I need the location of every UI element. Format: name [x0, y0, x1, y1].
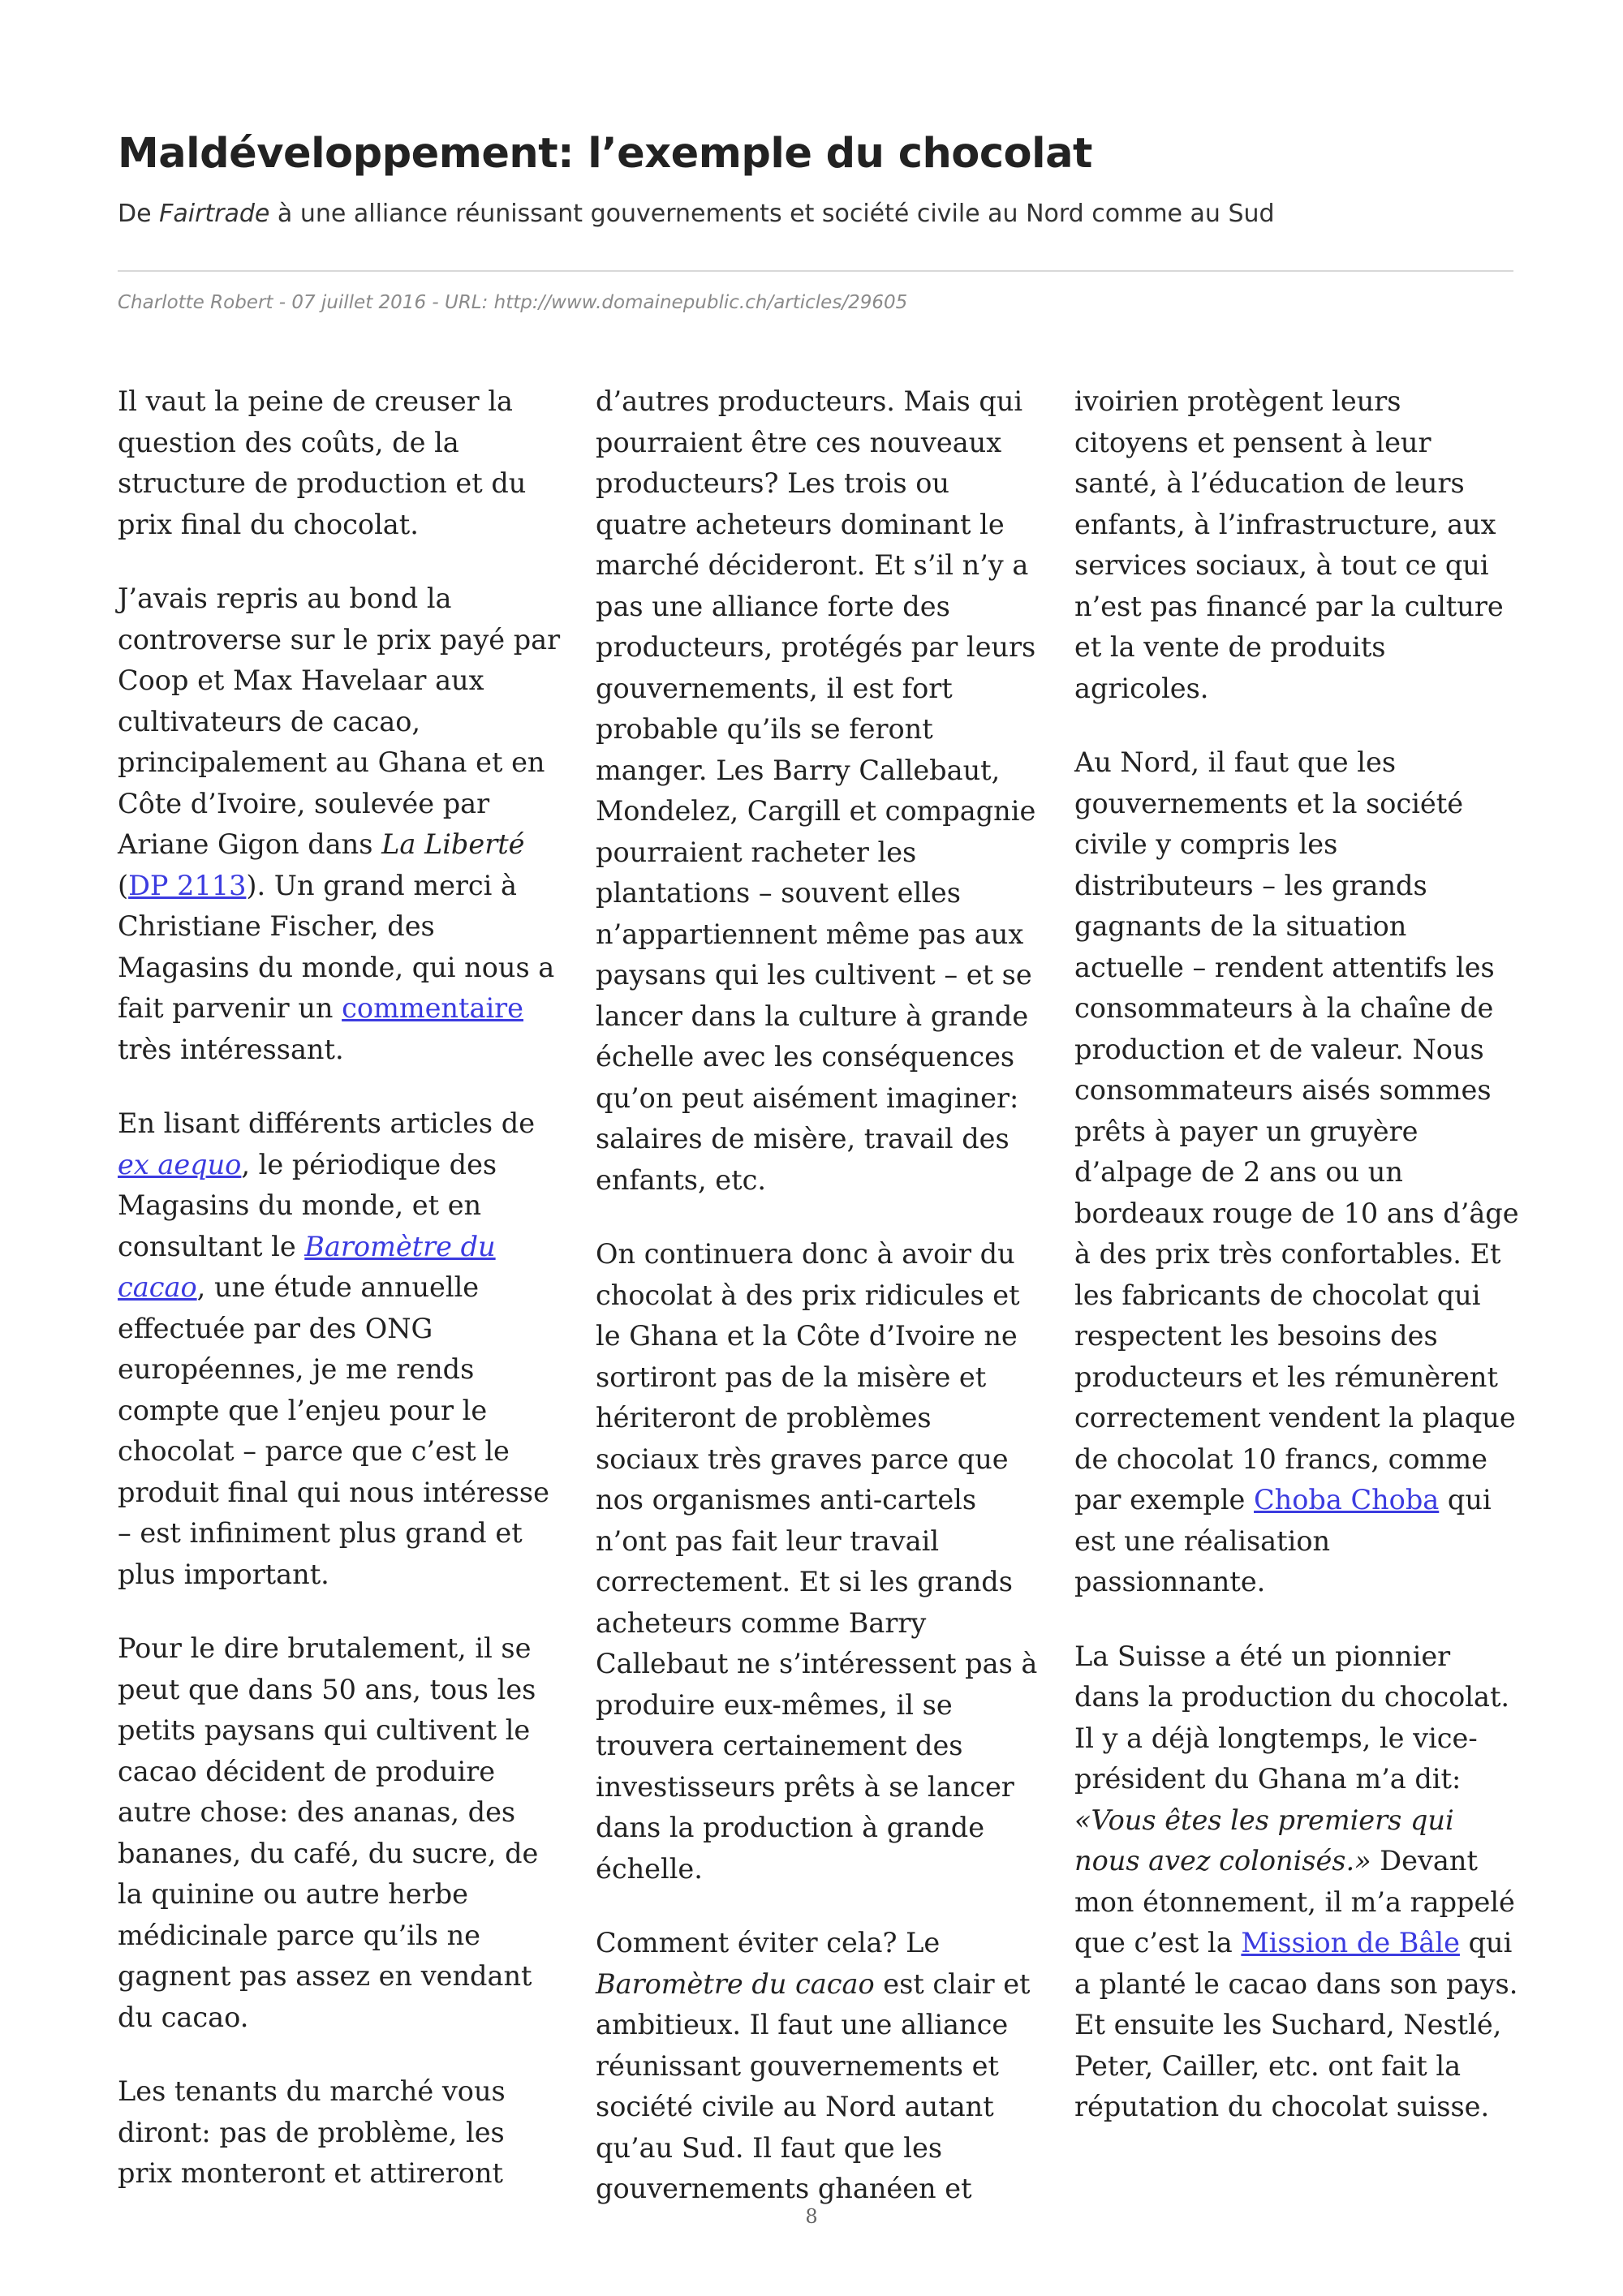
column-1 — [118, 381, 564, 2228]
text: Au Nord, il faut que les gouvernements et la société civile y compris les distributeurs – les grands gagnants de la situation actuelle – rendent attentifs les consommateurs à la chaîne de production et de valeur. Nous consommateurs aisés sommes prêts à payer un gruyère d’alpage de 2 ans ou un bordeaux rouge de 10 ans d’âge à des prix très confortables. Et les fabricants de chocolat qui respectent les besoins des producteurs et les rémunèrent correctement vendent la plaque de chocolat 10 francs, comme par exemple — [1074, 746, 1519, 1516]
text: , le périodique des Magasins du monde, et en consultant le — [118, 1148, 497, 1262]
link-text: Baromètre du cacao — [118, 1230, 496, 1303]
text: est clair et ambitieux. Il faut une alliance réunissant gouvernements et société civile au Nord autant qu’au Sud. Il faut que les gouvernements ghanéen et — [596, 1967, 1031, 2204]
subtitle-prefix: De — [118, 200, 160, 228]
text: ). Un grand merci à Christiane Fischer, des Magasins du monde, qui nous a fait parvenir un — [118, 869, 555, 1024]
column-3 — [1074, 381, 1521, 2161]
link-dp-2113[interactable]: DP 2113 — [128, 869, 247, 901]
paragraph: Les tenants du marché vous diront: pas de problème, les prix monteront et attireront — [118, 2075, 506, 2189]
text: , une étude annuelle effectuée par des ONG européennes, je me rends compte que l’enjeu pour le chocolat – parce que c’est le produit final qui nous intéresse – est infiniment plus grand et plus important. — [118, 1271, 549, 1590]
link-mission-de-bale[interactable]: Mission de Bâle — [1241, 1927, 1460, 1958]
article-subtitle — [118, 200, 1530, 228]
text: Devant mon étonnement, il m’a rappelé que c’est la — [1074, 1845, 1515, 1958]
paragraph — [596, 1923, 1042, 2210]
header-divider — [118, 270, 1513, 272]
subtitle-rest: à une alliance réunissant gouvernements et société civile au Nord comme au Sud — [269, 200, 1275, 228]
link-commentaire[interactable]: commentaire — [342, 992, 523, 1024]
article-title: Maldéveloppement: l’exemple du chocolat — [118, 130, 1092, 178]
text: En lisant différents articles de — [118, 1107, 536, 1139]
column-2 — [596, 381, 1042, 2243]
link-ex-aequo[interactable] — [118, 1149, 241, 1180]
paragraph: d’autres producteurs. Mais qui pourraient être ces nouveaux producteurs? Les trois ou quatre acheteurs dominant le marché décideront. Et s’il n’y a pas une alliance forte des producteurs, protégés par leurs gouvernements, il est fort probable qu’ils se feront manger. Les Barry Callebaut, Mondelez, Cargill et compagnie pourraient racheter les plantations – souvent elles n’appartiennent même pas aux paysans qui les cultivent – et se lancer dans la culture à grande échelle avec les conséquences qu’on peut aisément imaginer: salaires de misère, travail des enfants, etc. — [596, 385, 1036, 1196]
link-choba-choba[interactable]: Choba Choba — [1254, 1484, 1440, 1516]
subtitle-emphasis: Fairtrade — [159, 200, 270, 228]
text: La Suisse a été un pionnier dans la production du chocolat. Il y a déjà longtemps, le vice-président du Ghana m’a dit: — [1074, 1640, 1510, 1795]
paragraph — [118, 1103, 564, 1595]
paragraph — [118, 578, 564, 1070]
text: J’avais repris au bond la controverse sur le prix payé par Coop et Max Havelaar aux cultivateurs de cacao, principalement au Ghana et en Côte d’Ivoire, soulevée par Ariane Gigon dans — [118, 583, 561, 860]
emphasis: La Liberté — [381, 828, 525, 860]
paragraph — [1074, 742, 1521, 1603]
article-meta: Charlotte Robert - 07 juillet 2016 - URL: http://www.domainepublic.ch/articles/29605 — [118, 292, 908, 313]
text: ( — [118, 869, 129, 901]
link-text: ex aequo — [118, 1148, 242, 1180]
text: qui a planté le cacao dans son pays. Et ensuite les Suchard, Nestlé, Peter, Cailler, etc. ont fait la réputation du chocolat suisse. — [1074, 1927, 1518, 2122]
text: qui est une réalisation passionnante. — [1074, 1484, 1492, 1597]
text: Comment éviter cela? Le — [596, 1927, 941, 1958]
paragraph: Il vaut la peine de creuser la question des coûts, de la structure de production et du prix final du chocolat. — [118, 385, 527, 540]
paragraph: On continuera donc à avoir du chocolat à des prix ridicules et le Ghana et la Côte d’Ivoire ne sortiront pas de la misère et hériteront de problèmes sociaux très graves parce que nos organismes anti-cartels n’ont pas fait leur travail correctement. Et si les grands acheteurs comme Barry Callebaut ne s’intéressent pas à produire eux-mêmes, il se trouvera certainement des investisseurs prêts à se lancer dans la production à grande échelle. — [596, 1238, 1038, 1885]
paragraph: Pour le dire brutalement, il se peut que dans 50 ans, tous les petits paysans qui cultivent le cacao décident de produire autre chose: des ananas, des bananes, du café, du sucre, de la quinine ou autre herbe médicinale parce qu’ils ne gagnent pas assez en vendant du cacao. — [118, 1632, 539, 2033]
paragraph: ivoirien protègent leurs citoyens et pensent à leur santé, à l’éducation de leurs enfants, à l’infrastructure, aux services sociaux, à tout ce qui n’est pas financé par la culture et la vente de produits agricoles. — [1074, 385, 1504, 704]
page-number: 8 — [805, 2205, 818, 2228]
emphasis: Baromètre du cacao — [596, 1967, 875, 2000]
paragraph — [1074, 1636, 1521, 2128]
text: très intéressant. — [118, 1033, 344, 1065]
emphasis: «Vous êtes les premiers qui nous avez colonisés.» — [1074, 1804, 1454, 1877]
